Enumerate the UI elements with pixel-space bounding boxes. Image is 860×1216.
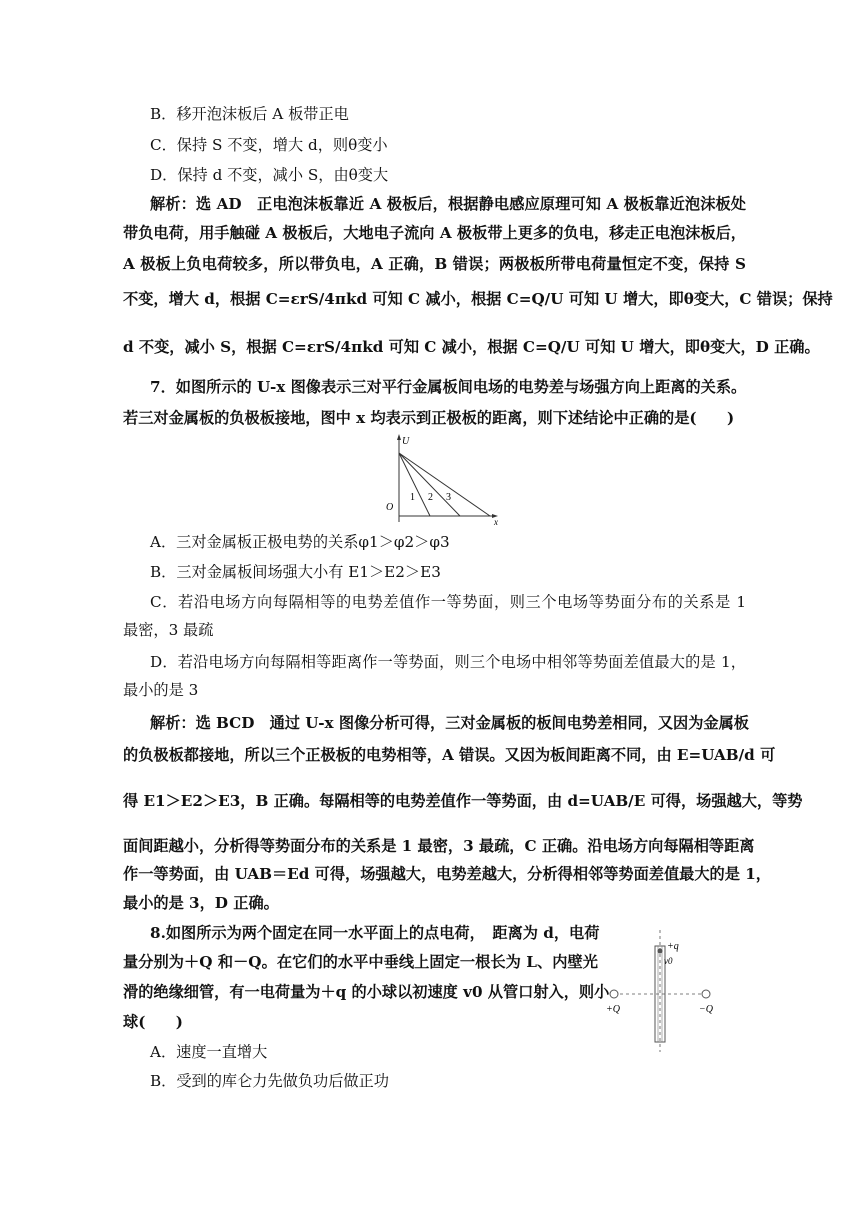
question-8-stem: 8.如图所示为两个固定在同一水平面上的点电荷， 距离为 d，电荷	[150, 924, 600, 942]
q7-option-b: B．三对金属板间场强大小有 E1＞E2＞E3	[150, 563, 441, 581]
line-label-2: 2	[428, 492, 433, 503]
question-8-stem: 球( )	[123, 1013, 183, 1031]
velocity-label: v0	[664, 956, 673, 966]
line-label-1: 1	[410, 492, 415, 503]
question-8-stem: 滑的绝缘细管，有一电荷量为＋q 的小球以初速度 v0 从管口射入，则小	[123, 983, 610, 1001]
charge-label-left: +Q	[606, 1004, 620, 1015]
q7-option-a: A．三对金属板正极电势的关系φ1＞φ2＞φ3	[150, 533, 450, 551]
analysis-line: A 极板上负电荷较多，所以带负电，A 正确，B 错误；两极板所带电荷量恒定不变，保持 S	[123, 255, 746, 273]
option-b: B．移开泡沫板后 A 板带正电	[150, 105, 349, 123]
analysis-line: 的负极板都接地，所以三个正极板的电势相等，A 错误。又因为板间距离不同，由 E=UAB/d 可	[123, 746, 776, 764]
analysis-line: 最小的是 3，D 正确。	[123, 894, 279, 912]
origin-label: O	[386, 502, 394, 513]
option-d: D．保持 d 不变，减小 S，由θ变大	[150, 166, 389, 184]
analysis-line: d 不变，减小 S，根据 C=εrS/4πkd 可知 C 减小，根据 C=Q/U 可知 U 增大，即θ变大，D 正确。	[123, 338, 820, 356]
u-x-graph	[382, 432, 502, 528]
q7-option-d: 最小的是 3	[123, 681, 199, 699]
y-axis-label: U	[402, 436, 410, 447]
q8-option-a: A．速度一直增大	[150, 1043, 268, 1061]
question-7-stem: 若三对金属板的负极板接地，图中 x 均表示到正极板的距离，则下述结论中正确的是( )	[123, 409, 735, 427]
question-7-stem: 7．如图所示的 U-x 图像表示三对平行金属板间电场的电势差与场强方向上距离的关系。	[150, 378, 747, 396]
q7-option-c: 最密，3 最疏	[123, 621, 214, 639]
analysis-line: 作一等势面，由 UAB＝Ed 可得，场强越大，电势差越大，分析得相邻等势面差值最大的是 1，	[123, 865, 771, 883]
charge-label-right: −Q	[699, 1004, 713, 1015]
analysis-line: 不变，增大 d，根据 C=εrS/4πkd 可知 C 减小，根据 C=Q/U 可知 U 增大，即θ变大，C 错误；保持	[123, 290, 833, 308]
analysis-line: 得 E1＞E2＞E3，B 正确。每隔相等的电势差值作一等势面，由 d=UAB/E 可得，场强越大，等势	[123, 792, 803, 810]
option-c: C．保持 S 不变，增大 d，则θ变小	[150, 136, 388, 154]
analysis-line: 解析：选 AD 正电泡沫板靠近 A 极板后，根据静电感应原理可知 A 极板靠近泡沫板处	[150, 195, 746, 213]
question-8-stem: 量分别为＋Q 和－Q。在它们的水平中垂线上固定一根长为 L、内壁光	[123, 953, 598, 971]
analysis-line: 面间距越小，分析得等势面分布的关系是 1 最密，3 最疏，C 正确。沿电场方向每隔相等距离	[123, 837, 755, 855]
q7-option-c: C．若沿电场方向每隔相等的电势差值作一等势面，则三个电场等势面分布的关系是 1	[150, 593, 746, 611]
q7-option-d: D．若沿电场方向每隔相等距离作一等势面，则三个电场中相邻等势面差值最大的是 1，	[150, 653, 746, 671]
line-label-3: 3	[446, 492, 451, 503]
q8-option-b: B．受到的库仑力先做负功后做正功	[150, 1072, 389, 1090]
analysis-line: 解析：选 BCD 通过 U-x 图像分析可得，三对金属板的板间电势差相同，又因为金属板	[150, 714, 749, 732]
x-axis-label: x	[494, 517, 498, 527]
charges-tube-figure	[600, 930, 730, 1055]
analysis-line: 带负电荷，用手触碰 A 极板后，大地电子流向 A 极板带上更多的负电，移走正电泡沫板后，	[123, 224, 746, 242]
charge-label-top: +q	[667, 941, 679, 952]
